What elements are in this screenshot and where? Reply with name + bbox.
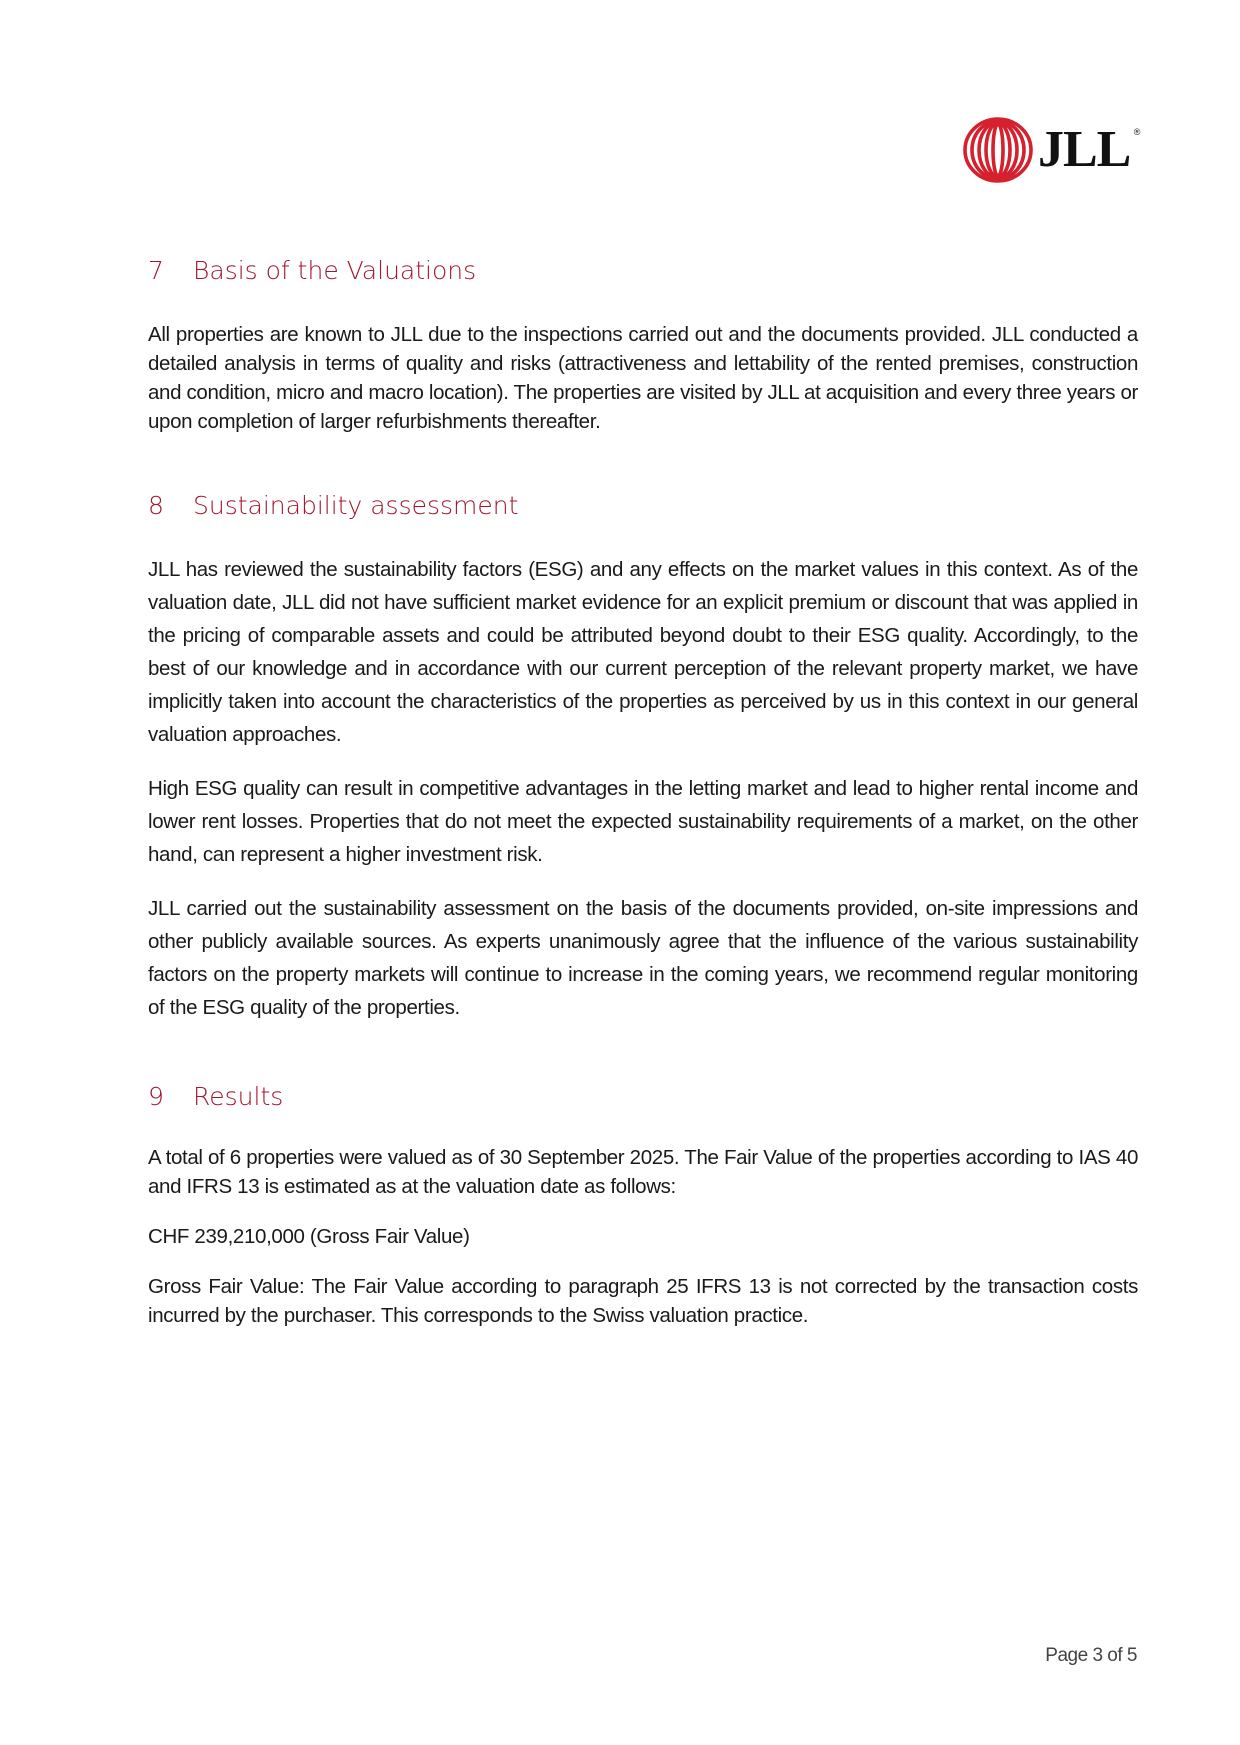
- gross-fair-value: CHF 239,210,000 (Gross Fair Value): [148, 1225, 470, 1248]
- logo-wordmark: [1038, 121, 1140, 178]
- section-8-body: [148, 553, 1138, 751]
- page-number: Page 3 of 5: [1045, 1645, 1137, 1666]
- section-heading: [148, 256, 1138, 285]
- section-sustainability-assessment: [148, 491, 1138, 520]
- paragraph: Gross Fair Value: The Fair Value according to paragraph 25 IFRS 13 is not corrected by the transaction costs incurred by the purchaser. This corresponds to the Swiss valuation practice.: [148, 1275, 1138, 1327]
- paragraph: JLL carried out the sustainability assessment on the basis of the documents provided, on-site impressions and other publicly available sources. As experts unanimously agree that the influence of the various sustainability factors on the property markets will continue to increase in the coming years, we recommend regular monitoring of the ESG quality of the properties.: [148, 897, 1138, 1019]
- section-8-body-3: [148, 892, 1138, 1024]
- section-title: Sustainability assessment: [193, 491, 519, 520]
- section-number: 9: [148, 1082, 164, 1111]
- section-8-body-2: [148, 772, 1138, 871]
- section-7-body: [148, 320, 1138, 436]
- section-number: 7: [148, 256, 164, 285]
- logo-text: JLL: [1038, 121, 1131, 178]
- section-9-body: [148, 1143, 1138, 1201]
- section-heading: [148, 491, 1138, 520]
- jll-logo: [962, 115, 1142, 185]
- paragraph: All properties are known to JLL due to the inspections carried out and the documents provided. JLL conducted a detailed analysis in terms of quality and risks (attractiveness and lettability of the rented premises, construction and condition, micro and macro location). The properties are visited by JLL at acquisition and every three years or upon completion of larger refurbishments thereafter.: [148, 323, 1138, 433]
- paragraph: A total of 6 properties were valued as of 30 September 2025. The Fair Value of the properties according to IAS 40 and IFRS 13 is estimated as at the valuation date as follows:: [148, 1146, 1138, 1198]
- section-number: 8: [148, 491, 164, 520]
- section-heading: [148, 1082, 1138, 1111]
- section-title: Basis of the Valuations: [193, 256, 477, 285]
- section-title: Results: [193, 1082, 284, 1111]
- section-results: [148, 1082, 1138, 1111]
- paragraph: JLL has reviewed the sustainability factors (ESG) and any effects on the market values in this context. As of the valuation date, JLL did not have sufficient market evidence for an explicit premium or discount that was applied in the pricing of comparable assets and could be attributed beyond doubt to their ESG quality. Accordingly, to the best of our knowledge and in accordance with our current perception of the relevant property market, we have implicitly taken into account the characteristics of the properties as perceived by us in this context in our general valuation approaches.: [148, 558, 1138, 746]
- fair-value-line: [148, 1222, 1138, 1251]
- registered-mark: ®: [1133, 127, 1140, 137]
- paragraph: High ESG quality can result in competitive advantages in the letting market and lead to higher rental income and lower rent losses. Properties that do not meet the expected sustainability requirements of a market, on the other hand, can represent a higher investment risk.: [148, 777, 1138, 866]
- section-basis-of-valuations: [148, 256, 1138, 285]
- jll-rings-logo-icon: [962, 117, 1034, 183]
- section-9-body-2: [148, 1272, 1138, 1330]
